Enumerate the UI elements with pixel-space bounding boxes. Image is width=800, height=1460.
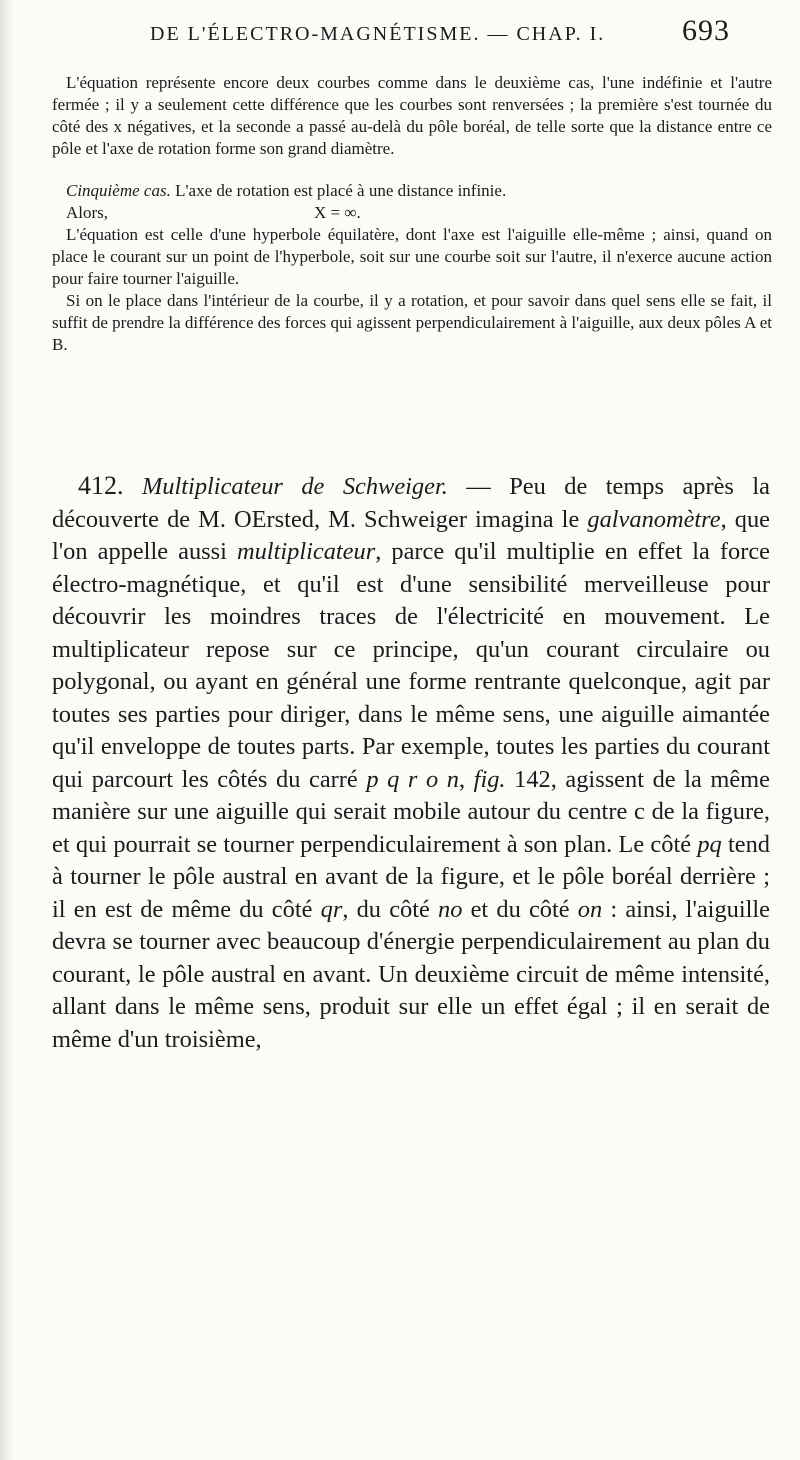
section-title: Multiplicateur de Schweiger. (141, 473, 448, 500)
alors-text: Alors, (66, 203, 109, 222)
term-galvanometre: galvanomètre (587, 505, 721, 533)
gutter-shadow (0, 0, 14, 1460)
text-run: , que l'on appelle aussi (52, 505, 770, 565)
text-run: 142, agissent de la même manière sur une aiguille qui serait mobile autour du centre c de la figure, et qui pourrait se tourner perpendiculairement à son plan. Le côté (52, 765, 770, 858)
formula: X = ∞. (314, 203, 361, 222)
text-run: , (458, 765, 474, 793)
running-title: DE L'ÉLECTRO-MAGNÉTISME. — CHAP. I. (150, 23, 606, 45)
case-label: Cinquième cas. (66, 181, 171, 200)
text-run: et du côté (462, 895, 578, 923)
side-qr: qr (320, 895, 343, 923)
text-run: : ainsi, l'aiguille devra se tourner avec beaucoup d'énergie perpendiculairement au plan du courant, le pôle austral en avant. Un deuxième circuit de même intensité, allant dans le même sens, produit sur elle un effet égal ; il en serait de même d'un troisième, (52, 895, 770, 1053)
formula-line (52, 202, 772, 224)
section-412 (52, 470, 770, 1056)
paragraph-hyperbola: L'équation est celle d'une hyperbole équilatère, dont l'axe est l'aiguille elle-même ; ainsi, quand on place le courant sur un point de l'hyperbole, soit sur une courbe soit sur l'autre, il n'exerce aucune action pour faire tourner l'aiguille. (52, 225, 772, 288)
small-text-block (52, 72, 772, 356)
side-no: no (438, 895, 463, 923)
side-on: on (577, 895, 603, 923)
fig-label: fig. (473, 765, 506, 793)
square-label: p q r o n (366, 765, 459, 793)
term-multiplicateur: multiplicateur (237, 538, 376, 565)
case-text: L'axe de rotation est placé à une distance infinie. (170, 181, 507, 200)
paragraph-fourth-case-end: L'équation représente encore deux courbes comme dans le deuxième cas, l'une indéfinie et l'autre fermée ; il y a seulement cette différence que les courbes sont renversées ; la première s'est tournée du côté des x négatives, et la seconde a passé au-delà du pôle boréal, de telle sorte que la distance entre ce pôle et l'axe de rotation forme son grand diamètre. (52, 73, 772, 158)
dash: — (447, 473, 510, 500)
text-run: , parce qu'il multiplie en effet la force électro-magnétique, et qu'il est d'une sensibilité merveilleuse pour découvrir les moindres traces de l'électricité en mouvement. Le multiplicateur repose sur ce principe, qu'un courant circulaire ou polygonal, ou ayant en général une forme rentrante quelconque, agit par toutes ses parties pour diriger, dans le même sens, une aiguille aimantée qu'il enveloppe de toutes parts. Par exemple, toutes les parties du courant qui parcourt les côtés du carré (52, 538, 770, 793)
text-run: tend à tourner le pôle austral en avant de la figure, et le pôle boréal derrière ; il en est de même du côté (52, 830, 771, 923)
section-paragraph (52, 470, 770, 1056)
page-number: 693 (682, 14, 730, 47)
text-run: , du côté (342, 895, 439, 923)
paragraph-fifth-case (52, 180, 772, 202)
text-run: Peu de temps après la découverte de M. OErsted, M. Schweiger imagina le (52, 473, 770, 533)
page-header (150, 14, 730, 54)
side-pq: pq (697, 830, 722, 858)
paragraph-rotation: Si on le place dans l'intérieur de la courbe, il y a rotation, et pour savoir dans quel sens elle se fait, il suffit de prendre la différence des forces qui agissent perpendiculairement à l'aiguille, aux deux pôles A et B. (52, 291, 772, 354)
section-number: 412. (78, 471, 124, 500)
